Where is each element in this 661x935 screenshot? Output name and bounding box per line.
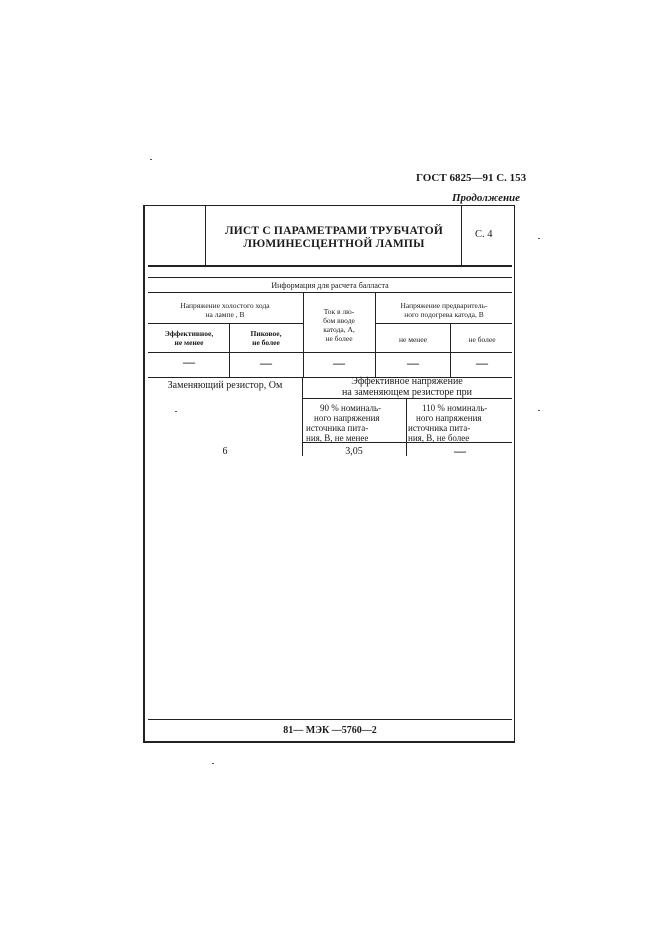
footer-rule <box>148 719 512 720</box>
eff-voltage-line2: на заменяющем резисторе при <box>341 387 472 398</box>
col90-line3: источника пита- <box>306 423 369 433</box>
ocv-line2: на лампе , В <box>205 310 245 319</box>
title-bottom-rule <box>148 265 512 267</box>
col110-line2: ного напряжения <box>416 413 482 423</box>
cathode-current-header <box>305 307 373 343</box>
ballast-caption: Информация для расчета балласта <box>271 281 389 290</box>
speck <box>212 763 214 764</box>
preheat-max-value: — <box>476 356 488 370</box>
speck <box>538 238 540 239</box>
ballast-caption-rule <box>148 292 512 293</box>
preheat-line1: Напряжение предваритель- <box>400 301 488 310</box>
peak-header <box>230 329 302 347</box>
footer-code: 81— МЭК —5760—2 <box>283 725 377 736</box>
resistor-label: Заменяющий резистор, Ом <box>167 380 283 391</box>
col110-line3: источника пита- <box>408 423 471 433</box>
col-90-percent-header <box>306 403 404 443</box>
col90-line2: ного напряжения <box>314 413 380 423</box>
eff-voltage-line1: Эффективное напряжение <box>351 376 463 387</box>
page-code: С. 4 <box>475 229 493 240</box>
col110-line4: ния, В, не более <box>408 433 470 443</box>
title-divider-right <box>461 206 462 266</box>
effective-header <box>150 329 228 347</box>
effective-line2: не менее <box>174 338 204 347</box>
preheat-max-header: не более <box>468 335 496 344</box>
effective-line1: Эффективное, <box>164 329 214 338</box>
current-line3: катода, А, <box>323 325 355 334</box>
col-110-percent-header <box>408 403 512 443</box>
current-line4: не более <box>325 334 353 343</box>
sheet-title <box>210 225 458 251</box>
peak-value: — <box>260 356 272 370</box>
voltage-divider <box>406 398 407 456</box>
preheat-min-value: — <box>407 356 419 370</box>
effective-voltage-header <box>304 376 510 398</box>
voltage-110-value: — <box>454 444 466 458</box>
open-circuit-voltage-header <box>150 301 300 319</box>
ballast-divider-sub2 <box>450 323 451 377</box>
ballast-sub-rule-right <box>375 323 512 324</box>
current-line2: бом вводе <box>323 316 355 325</box>
col90-line4: ния, В, не менее <box>306 433 369 443</box>
peak-line2: не более <box>252 338 280 347</box>
col110-line1: 110 % номиналь- <box>422 403 488 413</box>
current-value: — <box>333 356 345 370</box>
ballast-divider-2 <box>375 292 376 377</box>
resistor-divider <box>302 377 303 456</box>
preheat-min-header: не менее <box>399 335 427 344</box>
speck <box>150 159 152 160</box>
preheat-voltage-header <box>377 301 511 319</box>
voltage-90-value: 3,05 <box>345 446 363 457</box>
ballast-header-bottom-rule <box>148 352 512 353</box>
col90-line1: 90 % номиналь- <box>320 403 382 413</box>
speck <box>538 410 540 411</box>
document-reference: ГОСТ 6825—91 С. 153 <box>416 172 527 184</box>
ballast-sub-rule-left <box>148 323 303 324</box>
sheet-title-line2: ЛЮМИНЕСЦЕНТНОЙ ЛАМПЫ <box>243 238 425 250</box>
current-line1: Ток в лю- <box>323 307 355 316</box>
ocv-line1: Напряжение холостого хода <box>180 301 270 310</box>
preheat-line2: ного подогрева катода, В <box>404 310 484 319</box>
resistor-value: 6 <box>222 446 228 457</box>
effective-value: — <box>183 355 195 369</box>
peak-line1: Пиковое, <box>250 329 282 338</box>
sheet-title-line1: ЛИСТ С ПАРАМЕТРАМИ ТРУБЧАТОЙ <box>224 225 443 237</box>
title-divider-left <box>205 206 206 266</box>
ballast-top-rule <box>148 277 512 278</box>
voltage-sub-rule <box>302 398 512 399</box>
frame-left-thick <box>143 205 145 743</box>
continuation-label: Продолжение <box>452 192 521 204</box>
frame-bottom-thick <box>143 741 515 743</box>
ballast-divider-1 <box>303 292 304 377</box>
